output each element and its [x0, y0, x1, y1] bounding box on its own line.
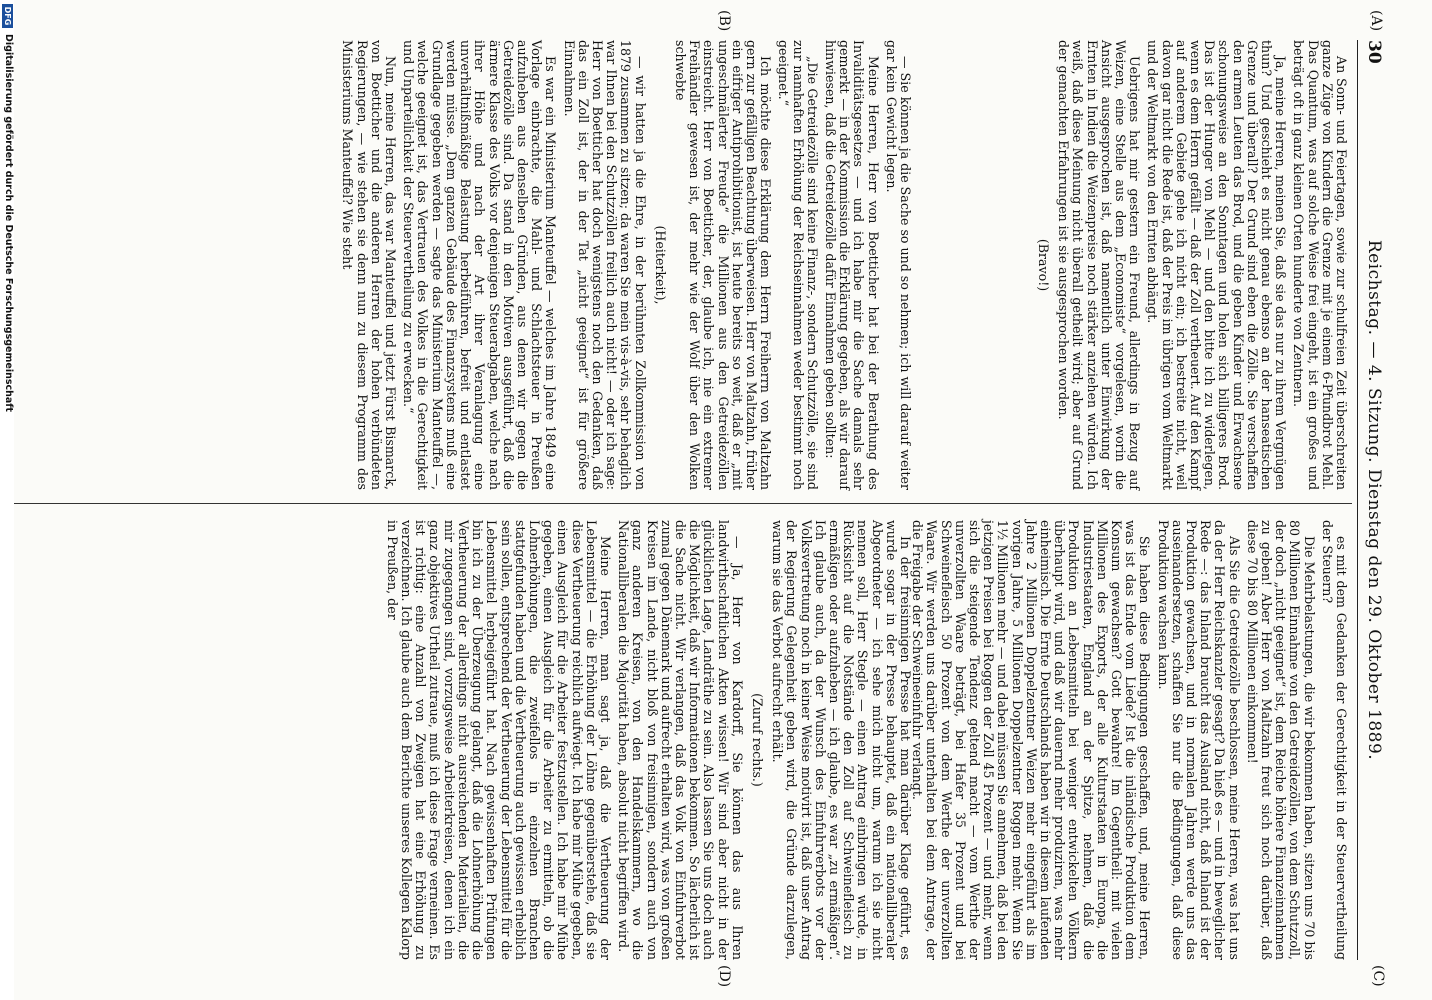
paragraph: Nun, meine Herren, das war Manteuffel und jetzt Fürst Bismarck, von Boetticher und die anderen Herren der hohen verbündeten Regierungen, — wie stehen sie denn nun zu diesem Programm des Ministeriums Manteuffel? Wie steht — [340, 40, 399, 490]
paragraph: In der freisinnigen Presse hat man darüber Klage geführt, es wurde sogar in der Presse behauptet, daß ein nationalliberaler Abgeordneter — ich sehe mich nicht um, warum ich sie nicht nennen soll, Herr Stegle — einen Antrag einbringen würde, in Rücksicht auf die Notstände den Zoll auf Schweinefleisch zu ermäßigen oder aufzuheben — ich glaube, es war „zu ermäßigen“. Ich glaube auch, da der Wunsch des Einfuhrverbots vor der Volksvertretung noch in keiner Weise motivirt ist, daß unser Antrag der Regierung Gelegenheit geben wird, die Gründe darzulegen, warum sie das Verbot aufrecht erhält. — [770, 520, 913, 960]
page-header — [1357, 40, 1388, 960]
paragraph: Es war ein Ministerium Manteuffel — welches im Jahre 1849 eine Vorlage einbrachte, die Mahl- und Schlachtsteuer in Preußen aufzuheben aus denselben Gründen, aus denen wir gegen die Getreidezölle sind. Da stand in den Motiven ausgeführt, daß die ärmere Klasse des Volks vor denjenigen Steuerabgaben, welche nach ihrer Höhe und nach der Art ihrer Veranlagung eine unverhältnißmäßige Belastung herbeiführen, befreit und entlastet werden müsse. „Dem ganzen Gebäude des Finanzsystems muß eine Grundlage gegeben werden — sagte das Ministerium Manteuffel —, welche geeignet ist, das Vertrauen des Volkes in die Gerechtigkeit und Unparteilichkeit der Steuervertheilung zu erwecken.“ — [401, 40, 559, 490]
paragraph: — wir hatten ja die Ehre, in der berühmten Zollkommission von 1879 zusammen zu sitzen; da waren Sie mein vis-à-vis, sehr behaglich war Ihnen bei den Schutzzöllen freilich auch nicht! — oder ich sage: Herr von Boetticher hat doch wenigstens noch den Gedanken, daß das ein Zoll ist, der in der Tat „nicht geeignet“ ist für größere Einnahmen. — [561, 40, 648, 490]
paragraph: Ich möchte diese Erklärung dem Herrn Freiherrn von Maltzahn gern zur gefälligen Beachtung überweisen. Herr von Maltzahn, früher ein eifriger Antiprohibitionist, ist heute bereits so weit, daß er „mit ungeschmälerter Freude“ die Millionen aus den Getreidezöllen einstreicht. Herr von Boetticher, der, glaube ich, nie ein extremer Freihändler gewesen ist, der mehr wie der Wolf über den Wolken schwebte — [672, 40, 774, 491]
paragraph: Meine Herren, Herr von Boetticher hat bei der Berathung des Invaliditätsgesetzes — und ich habe mir die Sache damals sehr gemerkt — in der Kommission die Erklärung gegeben, als wir darauf hinwiesen, daß die Getreidezölle dafür Einnahmen geben sollten: — [822, 40, 881, 490]
margin-mark-d: (D) — [716, 965, 732, 988]
interjection: (Bravo!) — [1035, 238, 1051, 292]
page-number: 30 — [1364, 40, 1384, 64]
running-title: Reichstag. — 4. Sitzung. Dienstag den 29. Oktober 1889. — [1364, 239, 1384, 761]
paragraph: Ja, meine Herren, meinen Sie, daß sie das nur zu ihrem Vergnügen thun? Und geschieht es nicht genau ebenso an der hanseatischen Grenze und überall? Der Grund sind eben die Zölle. Sie verschaffen den armen Leuten das Brod, und die geben Kinder und Erwachsene schonungsweise an den Sonntagen und holen sich billigeres Brod. Das ist der Hunger von Mehl — und den bitte ich zu widerlegen, wenn es dem Herrn gefällt — daß der Zoll vertheuert. Auf den Kampf auf anderem Gebiete gehe ich nicht ein; ich bestreite nicht, weil davon gar nicht die Rede ist, daß der Preis im übrigen vom Weltmarkt und der Weltmarkt von den Ernten abhängt. — [1145, 40, 1289, 490]
digitization-footer — [0, 0, 14, 1000]
interjection: (Heiterkeit), — [652, 225, 668, 305]
paragraph: — Ja, Herr von Kardorff, Sie können das aus Ihren landwirthschaftlichen Akten wissen! Wir sind aber nicht in der glücklichen Lage, Landräthe zu sein. Also lassen Sie uns doch auch die Möglichkeit, daß wir Informationen bekommen. So lächerlich ist die Sache nicht. Wir verlangen, daß das Volk von Einfuhrverbot zumal gegen Dänemark und aufrecht erhalten wird, was von großen Kreisen im Lande, nicht bloß von freisinnigen, sondern auch von ganz anderen Kreisen, von den Handelskammern, wo die Nationalliberalen die Majorität haben, absolut nicht begriffen wird. — [616, 520, 745, 960]
margin-mark-a: (A) — [1368, 10, 1384, 32]
left-column-upper — [918, 40, 1348, 490]
dfg-logo: DFG — [2, 4, 13, 28]
paragraph: Meine Herren, man sagt ja, daß die Vertheuerung der Lebensmittel — die Erhöhung der Löhne gegenüberstehe, daß sie diese Vertheuerung reichlich aufwiegt. Ich habe mir Mühe gegeben, einen Ausgleich für die Arbeiter festzustellen. Ich habe mir Mühe gegeben, einen Ausgleich für die Arbeiter zu ermitteln, ob die Lohnerhöhungen, die zweifellos in einzelnen Branchen stattgefunden haben und die Vertheuerung auch gewissen erheblich sein sollen, entsprechend der Vertheuerung der Lebensmittel für die Lebensmittel herbeigeführt hat. Nach gewissenhaften Prüfungen bin ich zu der Überzeugung gelangt, daß die Lohnerhöhung die Vertheuerung der allerdings nicht ausreichenden Materialien, die mir zugegangen sind, vorzugsweise Arbeiterkreisen, denen ich ein ganz objektives Urtheil zutraue, muß ich diese Frage verneinen. Es ist richtig: eine Anzahl von Zweigen hat eine Erhöhung zu verzeichnen. Ich glaube auch dem Berichte unseres Kollegen Kalorp in Preußen, der — [384, 520, 613, 960]
paragraph: An Sonn- und Feiertagen, sowie zur schulfreien Zeit überschreiten ganze Züge von Kindern die Grenze mit je einem 6-Pfundbrot Mehl. Das Quantum, was auf solche Weise frei eingeht, ist ein großes und beträgt oft in ganz kleinen Orten hunderte von Zentnern. — [1291, 40, 1349, 490]
paragraph: Die Mehrbelastungen, die wir bekommen haben, sitzen uns 70 bis 80 Millionen Einnahme von den Getreidezöllen, von dem Schutzzoll, der doch „nicht geeignet“ ist, dem Reiche höhere Finanzeinnahmen zu geben! Aber Herr von Maltzahn freut sich noch darüber, daß diese 70 bis 80 Millionen einkommen! — [1244, 520, 1317, 960]
right-column-upper — [910, 520, 1349, 960]
paragraph: es mit dem Gedanken der Gerechtigkeit in der Steuervertheilung der Steuern? — [1319, 520, 1349, 960]
margin-mark-c: (C) — [1370, 965, 1386, 987]
paragraph: Uebrigens hat mir gestern ein Freund, allerdings in Bezug auf Weizen, eine Stelle aus dem „Economiste“ vorgelesen, worin die Ansicht ausgesprochen ist, daß namentlich unter Einwirkung der Ernten in Indien die Weizenpreise noch stärker anziehen würden. Ich weiß, daß diese Meinung nicht überall getheilt wird; aber auf Grund der gemachten Erfahrungen ist sie ausgesprochen worden. — [1056, 40, 1143, 490]
left-column-lower — [32, 40, 912, 490]
quotation: „Die Getreidezölle sind keine Finanz-, sondern Schutzzölle, sie sind zur namhaften Erhöhung der Reichseinnahmen weder bestimmt noch geeignet.“ — [776, 40, 820, 490]
column-divider — [0, 503, 1352, 504]
paragraph: Als Sie die Getreidezölle beschlossen, meine Herren, was hat uns da der Herr Reichskanzler gesagt? Da hieß es — und in beweglicher Rede —: das Inland braucht das Ausland nicht, daß Inland ist der Produktion gewachsen, und in normalen Jahren werde uns das auseinandersetzen, schaffen Sie nur die Bedingungen, daß diese Produktion wachsen kann. — [1155, 520, 1242, 960]
interjection: (Zuruf rechts.) — [749, 693, 765, 787]
paragraph: — Sie können ja die Sache so und so nehmen; ich will darauf weiter gar kein Gewicht legen. — [883, 40, 913, 490]
right-column-lower — [32, 520, 912, 960]
footer-credit: Digitalisierung gefördert durch die Deutsche Forschungsgemeinschaft — [3, 34, 14, 412]
margin-mark-b: (B) — [716, 10, 732, 32]
paragraph: Sie haben diese Bedingungen geschaffen, und, meine Herren, was ist das Ende vom Liede? Ist die inländische Produktion dem Konsum gewachsen? Gott bewahre! Im Gegentheil: mit vielen Millionen des Exports, der alle Kulturstaaten in Europa, die Industriestaaten, England an der Spitze, nehmen, daß die Produktion an Lebensmitteln bei weniger entwickelten Völkern überhaupt wird, und daß wir dauernd mehr produziren, was mehr einheimisch. Die Ernte Deutschlands haben wir in diesem laufenden Jahre 2 Millionen Doppelzentner Weizen mehr eingeführt als im vorigen Jahre, 5 Millionen Doppelzentner Roggen mehr. Wenn Sie 1½ Millionen mehr — und dabei müssen Sie annehmen, daß bei den jetzigen Preisen bei Roggen der Zoll 45 Prozent — und mehr, wenn sich die steigende Tendenz geltend macht — vom Werthe der unverzollten Waare beträgt, bei Hafer 35 Prozent und bei Schweinefleisch 50 Prozent von dem Werthe der unverzollten Waare. Wir werden uns darüber unterhalten bei dem Antrage, der die Freigabe der Schweineeinfuhr verlangt. — [910, 520, 1153, 960]
